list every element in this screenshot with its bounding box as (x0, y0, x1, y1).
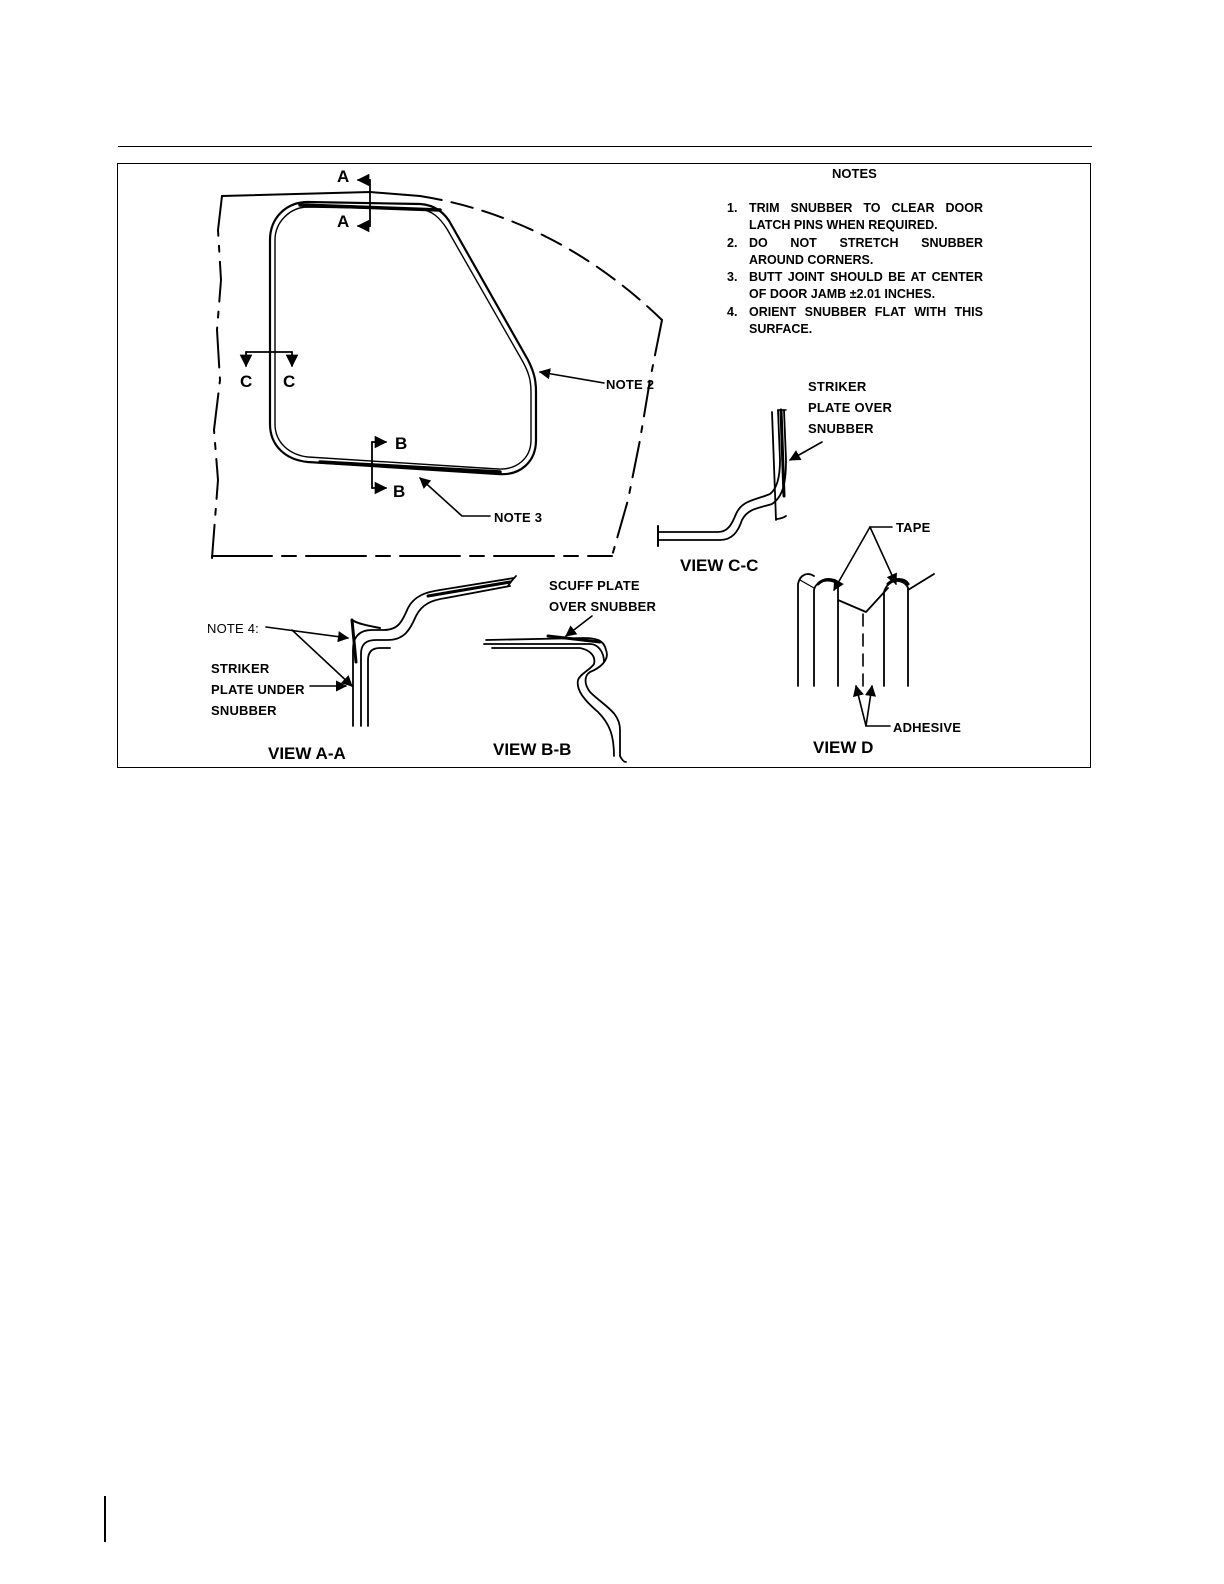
scuff-plate-label: SCUFF PLATE OVER SNUBBER (549, 578, 657, 614)
tape-label: TAPE (896, 520, 931, 535)
striker-over-leader (790, 442, 822, 460)
view-bb-title: VIEW B-B (493, 740, 572, 759)
section-a-top-label: A (337, 167, 350, 186)
view-aa-title: VIEW A-A (268, 744, 346, 763)
section-c-left-label: C (240, 372, 253, 391)
adhesive-leader-2 (866, 686, 872, 726)
view-cc-drawing (658, 410, 786, 546)
notes-list (727, 200, 983, 338)
section-b-bottom-label: B (393, 482, 406, 501)
striker-over-label: STRIKER PLATE OVER SNUBBER (808, 379, 893, 436)
section-b-top-label: B (395, 434, 408, 453)
section-c-right-label: C (283, 372, 296, 391)
view-d-drawing (798, 574, 934, 686)
note-item: 4. ORIENT SNUBBER FLAT WITH THIS SURFACE. (727, 304, 983, 337)
section-a-bottom-label: A (337, 212, 350, 231)
adhesive-label: ADHESIVE (893, 720, 962, 735)
view-d-title: VIEW D (813, 738, 874, 757)
notes-title: NOTES (832, 166, 877, 181)
note-item: 2. DO NOT STRETCH SNUBBER AROUND CORNERS. (727, 235, 983, 267)
note3-callout: NOTE 3 (494, 510, 543, 525)
adhesive-leader-1 (856, 686, 890, 726)
page-margin-bar (104, 1496, 106, 1542)
note3-leader (420, 478, 490, 516)
door-body-outline (212, 192, 662, 558)
note2-leader (540, 372, 604, 383)
view-cc-title: VIEW C-C (680, 556, 759, 575)
note-item: 3. BUTT JOINT SHOULD BE AT CENTER OF DOOR JAMB ±2.01 INCHES. (727, 270, 983, 302)
note4-callout: NOTE 4: (207, 621, 259, 636)
note2-callout: NOTE 2 (606, 377, 655, 392)
striker-under-label: STRIKER PLATE UNDER SNUBBER (211, 661, 305, 718)
note4-leader (266, 627, 348, 638)
tape-leader-1 (834, 527, 870, 590)
view-aa-drawing (352, 576, 516, 726)
note-item: 1. TRIM SNUBBER TO CLEAR DOOR LATCH PINS WHEN REQUIRED. (727, 201, 983, 233)
tape-leader-2 (870, 527, 896, 584)
scuff-plate-leader (566, 616, 592, 636)
